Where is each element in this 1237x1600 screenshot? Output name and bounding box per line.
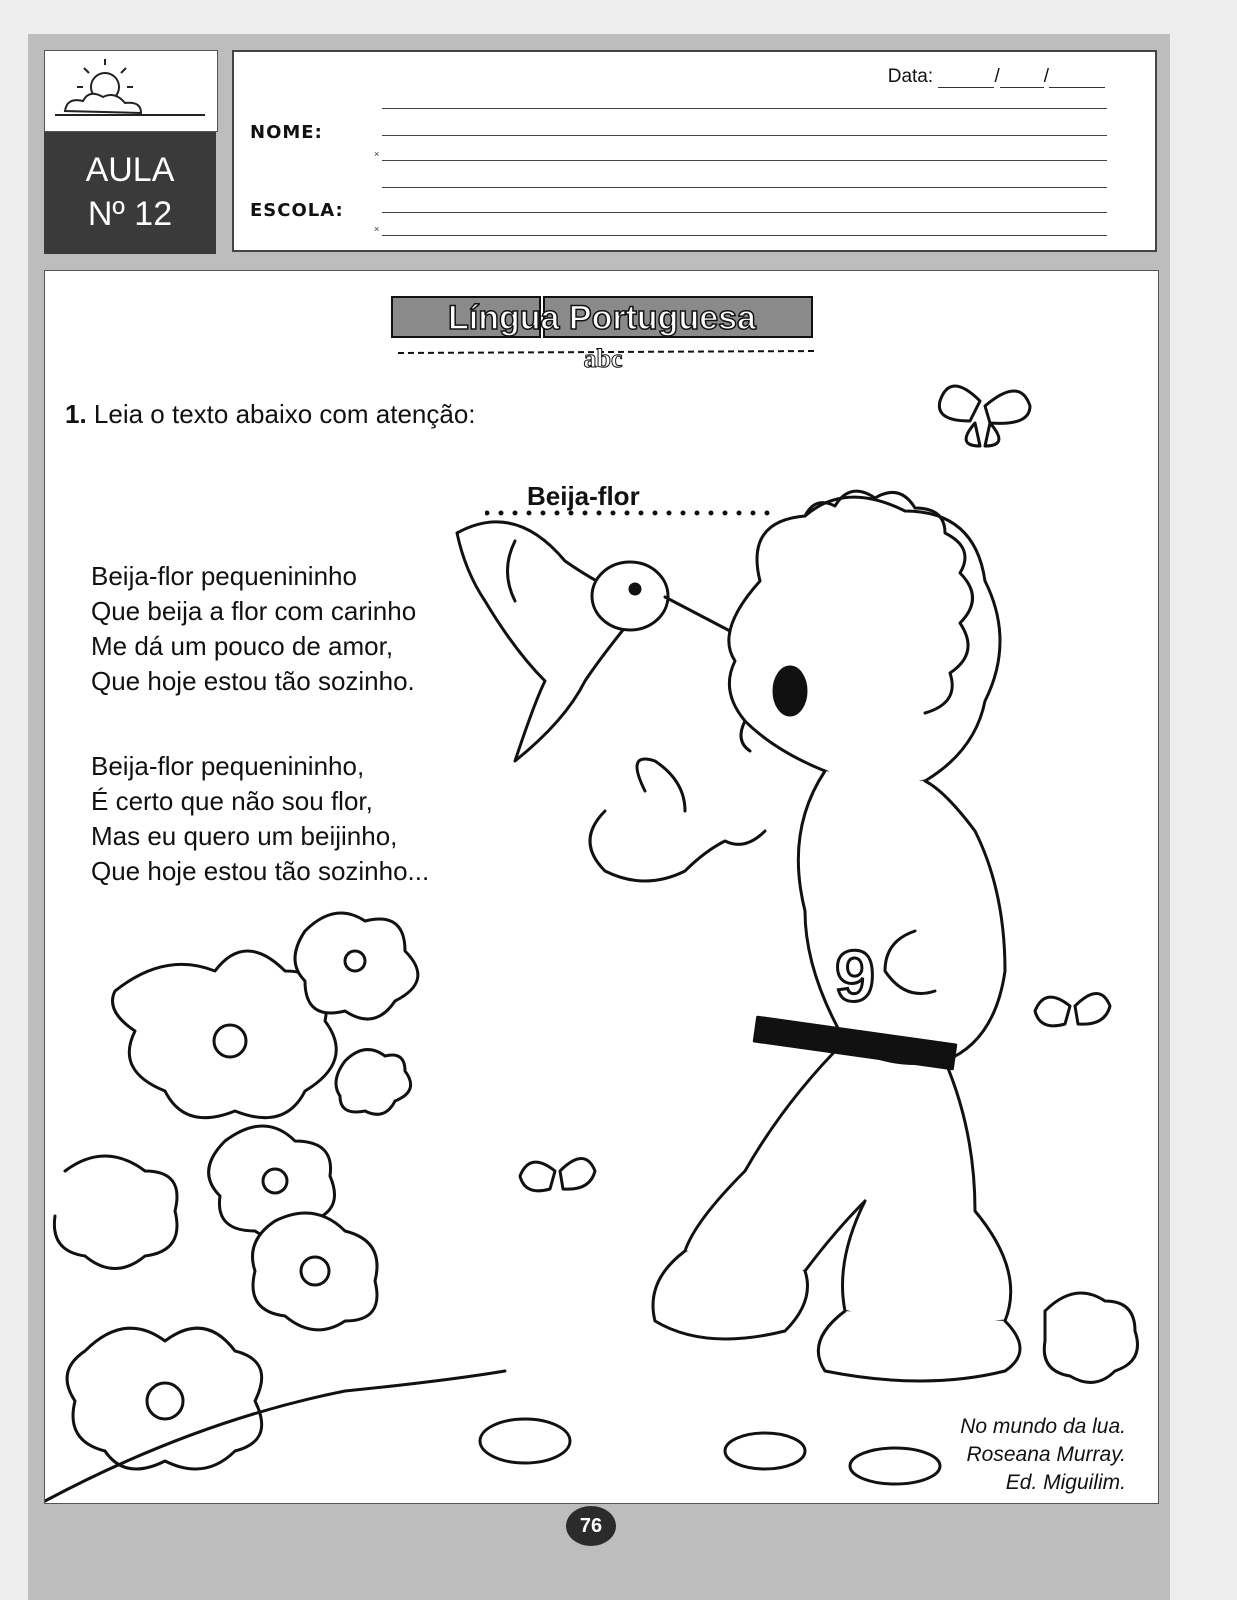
credit-line: No mundo da lua. (960, 1415, 1126, 1438)
poem-title: Beija-flor (527, 481, 640, 511)
credit-line: Roseana Murray. (966, 1443, 1126, 1466)
date-day-blank[interactable] (938, 87, 994, 88)
date-label: Data: (887, 66, 934, 87)
poem-stanza (91, 559, 416, 699)
school-label: ESCOLA: (250, 200, 344, 221)
subject-title: Língua Portuguesa (448, 299, 756, 337)
butterfly-icon (520, 1159, 595, 1191)
shirt-number: 9 (835, 937, 876, 1017)
name-line[interactable] (382, 135, 1107, 136)
subject-banner-graphic (388, 293, 828, 373)
date-separator: / (1043, 66, 1049, 87)
poem-line: Beija-flor pequenininho (91, 561, 357, 591)
subject-banner (388, 293, 828, 373)
poem-line: Mas eu quero um beijinho, (91, 821, 398, 851)
poem-stanza (91, 749, 429, 889)
cut-mark-icon: × (374, 224, 380, 234)
name-label: NOME: (250, 122, 323, 143)
question-prompt (65, 399, 476, 430)
lesson-label: AULA (85, 151, 175, 189)
date-year-blank[interactable] (1049, 87, 1105, 88)
date-field[interactable] (888, 66, 1105, 88)
poem-line: Que beija a flor com carinho (91, 596, 417, 626)
page-number: 76 (566, 1506, 616, 1546)
cut-mark-icon: × (374, 149, 380, 159)
poem-line: Beija-flor pequenininho, (91, 751, 365, 781)
sun-cloud-icon (45, 51, 217, 131)
boy-figure (590, 491, 1020, 1381)
butterfly-icon (1035, 994, 1110, 1026)
question-text: Leia o texto abaixo com atenção: (93, 399, 476, 429)
poem-credits (960, 1413, 1126, 1497)
poem-line: Me dá um pouco de amor, (91, 631, 394, 661)
main-content (44, 270, 1159, 1504)
hummingbird-icon (457, 522, 730, 761)
student-info-form (232, 50, 1157, 252)
school-line[interactable] (382, 212, 1107, 213)
credit-line: Ed. Miguilim. (1005, 1471, 1126, 1494)
butterfly-icon (939, 386, 1030, 446)
lesson-number: Nº 12 (87, 195, 173, 233)
name-line[interactable] (382, 108, 1107, 109)
school-line[interactable] (382, 187, 1107, 188)
date-month-blank[interactable] (1000, 87, 1044, 88)
poem-line: Que hoje estou tão sozinho... (91, 856, 430, 886)
lesson-number-badge (44, 132, 216, 254)
school-line[interactable] (382, 235, 1107, 236)
subject-tagline: abc (583, 344, 623, 373)
poem-line: Que hoje estou tão sozinho. (91, 666, 415, 696)
title-dotted-underline (485, 503, 775, 523)
name-line[interactable] (382, 160, 1107, 161)
date-separator: / (994, 66, 1000, 87)
logo-box (44, 50, 218, 132)
poem-line: É certo que não sou flor, (91, 786, 373, 816)
question-number: 1. (65, 399, 87, 429)
